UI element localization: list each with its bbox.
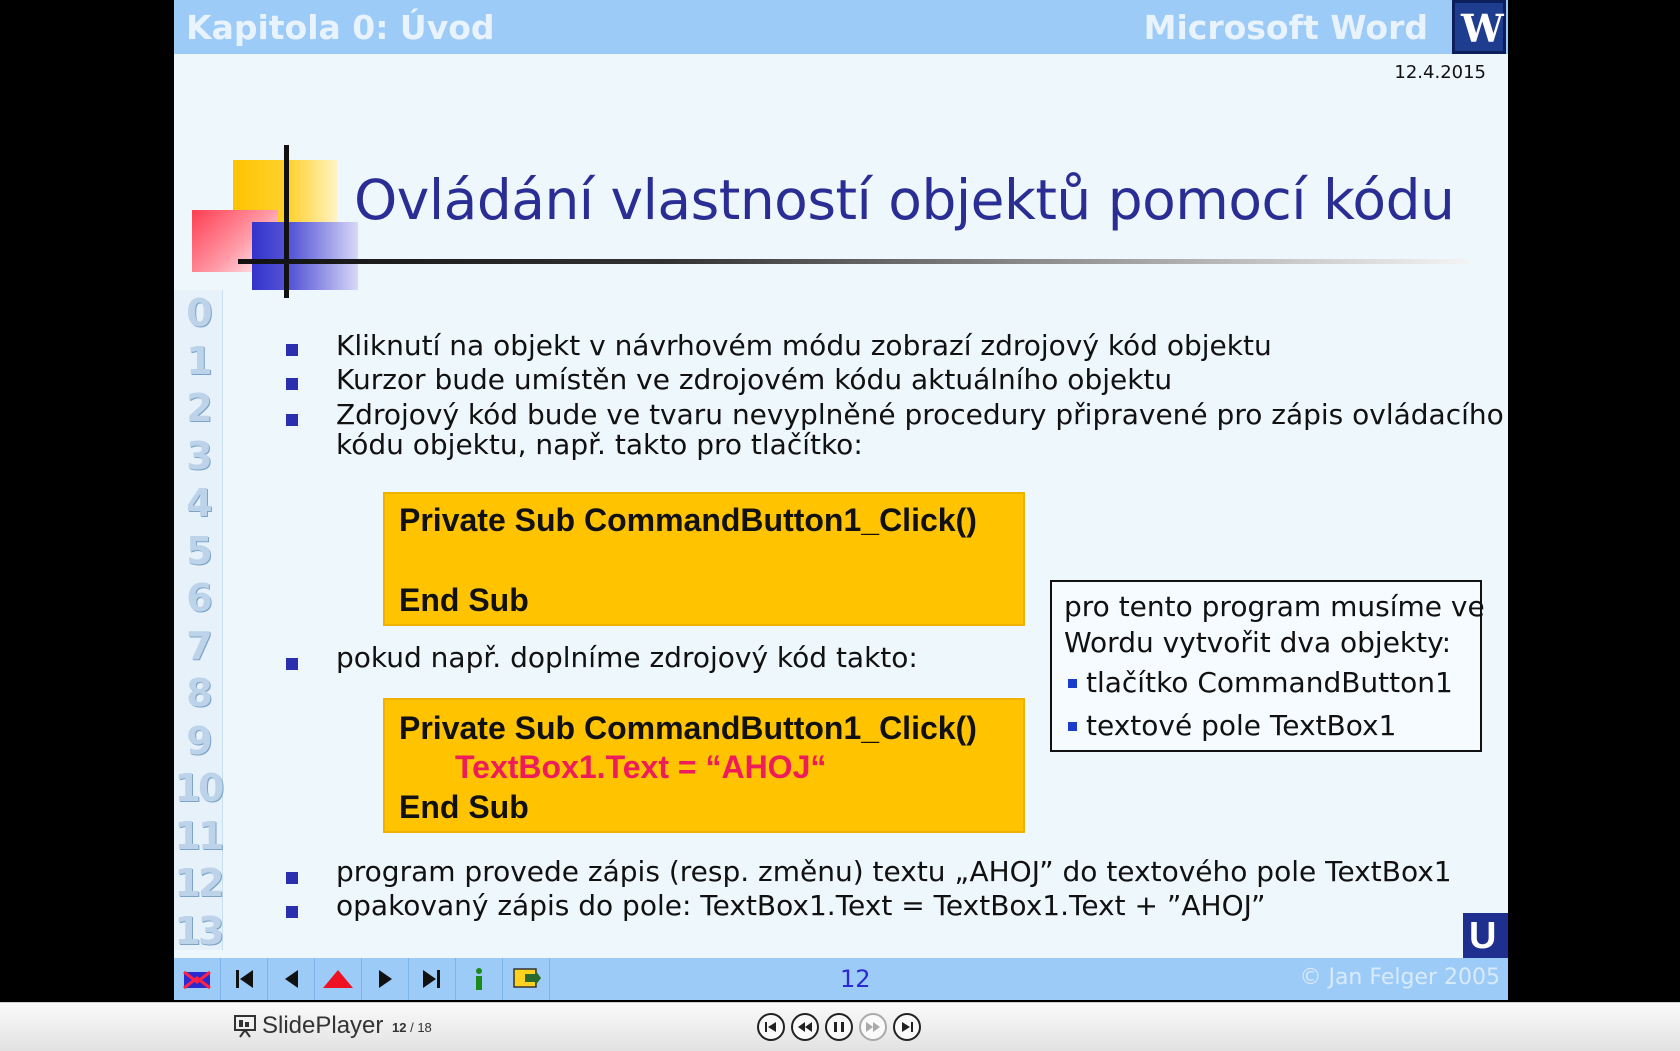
note-bullet-marker xyxy=(1068,679,1077,688)
next-slide-icon[interactable] xyxy=(362,958,409,1000)
pause-button[interactable] xyxy=(825,1013,853,1041)
code-line-highlight: TextBox1.Text = “AHOJ“ xyxy=(455,749,827,785)
previous-button[interactable] xyxy=(791,1013,819,1041)
chapter-number[interactable]: 0 xyxy=(186,291,210,335)
slide-date: 12.4.2015 xyxy=(1394,62,1486,83)
last-button[interactable] xyxy=(893,1013,921,1041)
chapter-number[interactable]: 13 xyxy=(174,908,222,953)
first-button[interactable] xyxy=(757,1013,785,1041)
slide xyxy=(174,0,1508,1000)
bullet-marker xyxy=(286,414,298,426)
note-text: Wordu vytvořit dva objekty: xyxy=(1064,626,1452,659)
chapter-number[interactable]: 9 xyxy=(186,718,210,763)
exit-icon[interactable] xyxy=(503,958,550,1000)
info-icon[interactable] xyxy=(456,958,503,1000)
code-line: Private Sub CommandButton1_Click() xyxy=(399,710,977,746)
bullet-marker xyxy=(286,872,298,884)
chapter-number[interactable]: 5 xyxy=(186,528,210,573)
last-slide-icon[interactable] xyxy=(409,958,456,1000)
word-logo-icon: W xyxy=(1452,0,1506,54)
decor-blue-square xyxy=(252,222,358,290)
chapter-number-column xyxy=(174,290,223,953)
code-block-filled xyxy=(383,698,1025,833)
chapter-number[interactable]: 12 xyxy=(174,861,222,905)
chapter-number[interactable]: 8 xyxy=(186,671,210,715)
chapter-number[interactable]: 6 xyxy=(186,576,210,620)
bullet-text: program provede zápis (resp. změnu) textu „AHOJ” do textového pole TextBox1 xyxy=(336,855,1452,888)
university-logo-icon: U xyxy=(1463,913,1508,958)
bullet-marker xyxy=(286,378,298,390)
decor-vertical-line xyxy=(284,145,289,298)
presentation-icon xyxy=(232,1013,258,1039)
note-text: pro tento program musíme ve xyxy=(1064,590,1485,623)
total-slides: / 18 xyxy=(410,1020,432,1035)
slideplayer-brand[interactable]: SlidePlayer xyxy=(262,1012,384,1039)
code-line: End Sub xyxy=(399,582,529,618)
bullet-text: pokud např. doplníme zdrojový kód takto: xyxy=(336,641,918,674)
bullet-text: Zdrojový kód bude ve tvaru nevyplněné procedury připravené pro zápis ovládacího xyxy=(336,398,1504,431)
header-bar xyxy=(174,0,1508,54)
bullet-text: opakovaný zápis do pole: TextBox1.Text = TextBox1.Text + ”AHOJ” xyxy=(336,889,1266,922)
home-icon[interactable] xyxy=(315,958,362,1000)
bullet-marker xyxy=(286,344,298,356)
first-slide-icon[interactable] xyxy=(221,958,268,1000)
code-line: End Sub xyxy=(399,789,529,825)
slide-page-number: 12 xyxy=(840,965,871,993)
app-name: Microsoft Word xyxy=(1143,8,1428,47)
chapter-number[interactable]: 10 xyxy=(174,766,222,810)
slide-counter xyxy=(392,1020,432,1035)
note-item: textové pole TextBox1 xyxy=(1086,709,1397,742)
bullet-text: Kurzor bude umístěn ve zdrojovém kódu aktuálního objektu xyxy=(336,363,1173,396)
note-bullet-marker xyxy=(1068,722,1077,731)
chapter-number[interactable]: 7 xyxy=(186,623,210,668)
chapter-title: Kapitola 0: Úvod xyxy=(186,8,495,47)
prev-slide-icon[interactable] xyxy=(268,958,315,1000)
title-underline xyxy=(238,259,1470,264)
copyright-text: © Jan Felger 2005 xyxy=(1299,965,1500,990)
note-item: tlačítko CommandButton1 xyxy=(1086,666,1453,699)
bullet-text: Kliknutí na objekt v návrhovém módu zobrazí zdrojový kód objektu xyxy=(336,329,1272,362)
chapter-number[interactable]: 11 xyxy=(174,813,222,858)
slideplayer-toolbar xyxy=(0,1002,1680,1051)
slide-title: Ovládání vlastností objektů pomocí kódu xyxy=(354,168,1455,232)
note-box xyxy=(1050,580,1485,752)
chapter-number[interactable]: 4 xyxy=(186,481,210,525)
bullet-text-continuation: kódu objektu, např. takto pro tlačítko: xyxy=(336,428,863,461)
next-button[interactable] xyxy=(859,1013,887,1041)
current-slide: 12 xyxy=(392,1020,407,1035)
code-block-empty xyxy=(383,492,1025,626)
chapter-number[interactable]: 1 xyxy=(186,338,210,383)
mail-icon[interactable] xyxy=(174,958,221,1000)
chapter-number[interactable]: 2 xyxy=(186,386,210,430)
code-line: Private Sub CommandButton1_Click() xyxy=(399,502,977,538)
bullet-marker xyxy=(286,906,298,918)
chapter-number[interactable]: 3 xyxy=(186,433,210,478)
bullet-marker xyxy=(286,658,298,670)
